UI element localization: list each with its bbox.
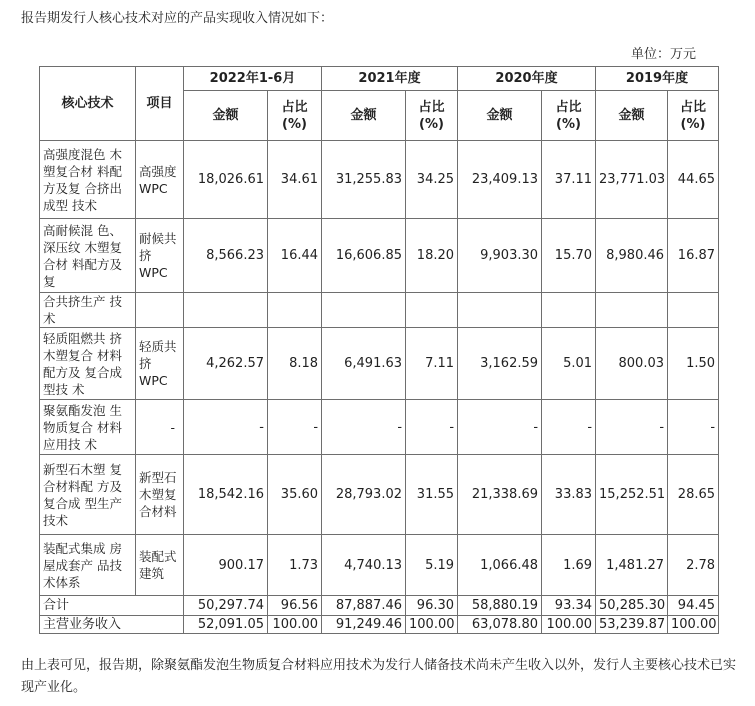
amount-cell: 87,887.46 [322,596,406,616]
header-ratio: 占比 (%) [268,91,322,141]
ratio-cell: 16.44 [268,219,322,293]
ratio-cell: - [542,400,596,455]
item-cell: 高强度 WPC [136,141,184,219]
header-period: 2020年度 [458,67,596,91]
summary-label: 合计 [40,596,184,616]
ratio-cell: - [406,400,458,455]
ratio-cell: 1.69 [542,535,596,596]
amount-cell: 28,793.02 [322,455,406,535]
ratio-cell: 28.65 [668,455,719,535]
amount-cell: 15,252.51 [596,455,668,535]
amount-cell: - [596,400,668,455]
item-cell: 新型石 木塑复 合材料 [136,455,184,535]
ratio-cell: 100.00 [268,616,322,634]
tech-name-cell: 高耐候混 色、深压纹 木塑复合材 料配方及复 [40,219,136,293]
item-cell: - [136,400,184,455]
ratio-cell: 1.50 [668,328,719,400]
ratio-cell [406,293,458,328]
ratio-cell: 100.00 [668,616,719,634]
ratio-cell: 34.25 [406,141,458,219]
ratio-cell: 96.56 [268,596,322,616]
table-row [40,535,719,596]
total-row [40,596,719,616]
ratio-cell: 2.78 [668,535,719,596]
ratio-cell: 31.55 [406,455,458,535]
ratio-cell: - [668,400,719,455]
ratio-cell: 93.34 [542,596,596,616]
amount-cell: 1,481.27 [596,535,668,596]
amount-cell [322,293,406,328]
intro-text: 报告期发行人核心技术对应的产品实现收入情况如下： [21,11,334,26]
amount-cell: 3,162.59 [458,328,542,400]
amount-cell: 1,066.48 [458,535,542,596]
amount-cell: 4,740.13 [322,535,406,596]
amount-cell: 91,249.46 [322,616,406,634]
amount-cell: 800.03 [596,328,668,400]
amount-cell: - [184,400,268,455]
item-cell: 装配式 建筑 [136,535,184,596]
header-period: 2019年度 [596,67,719,91]
tech-name-cell: 新型石木塑 复合材料配 方及复合成 型生产技术 [40,455,136,535]
amount-cell: - [458,400,542,455]
ratio-cell: 1.73 [268,535,322,596]
ratio-cell: 33.83 [542,455,596,535]
ratio-cell: 37.11 [542,141,596,219]
ratio-cell: 8.18 [268,328,322,400]
ratio-cell: 96.30 [406,596,458,616]
table-row [40,400,719,455]
header-amount: 金额 [596,91,668,141]
amount-cell: 23,409.13 [458,141,542,219]
header-amount: 金额 [184,91,268,141]
tech-name-cell: 合共挤生产 技术 [40,293,136,328]
table-row [40,141,719,219]
item-cell: 耐候共 挤 WPC [136,219,184,293]
ratio-cell: 35.60 [268,455,322,535]
amount-cell: 18,026.61 [184,141,268,219]
header-amount: 金额 [322,91,406,141]
amount-cell: 18,542.16 [184,455,268,535]
amount-cell: 900.17 [184,535,268,596]
core-tech-revenue-table [39,66,719,634]
amount-cell [596,293,668,328]
amount-cell: 23,771.03 [596,141,668,219]
amount-cell: 9,903.30 [458,219,542,293]
ratio-cell: 34.61 [268,141,322,219]
amount-cell: 8,566.23 [184,219,268,293]
ratio-cell: 94.45 [668,596,719,616]
header-amount: 金额 [458,91,542,141]
amount-cell: 21,338.69 [458,455,542,535]
ratio-cell [542,293,596,328]
amount-cell: 8,980.46 [596,219,668,293]
tech-name-cell: 装配式集成 房屋成套产 品技术体系 [40,535,136,596]
amount-cell: 4,262.57 [184,328,268,400]
header-period: 2021年度 [322,67,458,91]
amount-cell: 53,239.87 [596,616,668,634]
amount-cell: 31,255.83 [322,141,406,219]
tech-name-cell: 轻质阻燃共 挤木塑复合 材料配方及 复合成型技 术 [40,328,136,400]
table-row [40,293,719,328]
main-revenue-row [40,616,719,634]
item-cell [136,293,184,328]
ratio-cell: 5.01 [542,328,596,400]
unit-label: 单位：万元 [630,47,696,62]
table-row [40,455,719,535]
table-row [40,328,719,400]
ratio-cell: 100.00 [406,616,458,634]
header-ratio: 占比 (%) [542,91,596,141]
amount-cell: 6,491.63 [322,328,406,400]
amount-cell: - [322,400,406,455]
amount-cell: 16,606.85 [322,219,406,293]
ratio-cell: 44.65 [668,141,719,219]
ratio-cell: 100.00 [542,616,596,634]
ratio-cell [668,293,719,328]
ratio-cell: 5.19 [406,535,458,596]
ratio-cell: 16.87 [668,219,719,293]
amount-cell: 58,880.19 [458,596,542,616]
amount-cell [458,293,542,328]
header-ratio: 占比 (%) [406,91,458,141]
item-cell: 轻质共 挤 WPC [136,328,184,400]
ratio-cell: 7.11 [406,328,458,400]
tech-name-cell: 高强度混色 木塑复合材 料配方及复 合挤出成型 技术 [40,141,136,219]
amount-cell: 52,091.05 [184,616,268,634]
header-period: 2022年1-6月 [184,67,322,91]
ratio-cell: 18.20 [406,219,458,293]
header-ratio: 占比 (%) [668,91,719,141]
amount-cell [184,293,268,328]
ratio-cell: - [268,400,322,455]
amount-cell: 50,285.30 [596,596,668,616]
amount-cell: 63,078.80 [458,616,542,634]
table-row [40,219,719,293]
ratio-cell: 15.70 [542,219,596,293]
header-item: 项目 [136,67,184,141]
amount-cell: 50,297.74 [184,596,268,616]
ratio-cell [268,293,322,328]
summary-label: 主营业务收入 [40,616,184,634]
header-tech: 核心技术 [40,67,136,141]
outro-text: 由上表可见，报告期，除聚氨酯发泡生物质复合材料应用技术为发行人储备技术尚未产生收入以外，发行人主要核心技术已实现产业化。 [21,658,737,695]
tech-name-cell: 聚氨酯发泡 生物质复合 材料应用技 术 [40,400,136,455]
